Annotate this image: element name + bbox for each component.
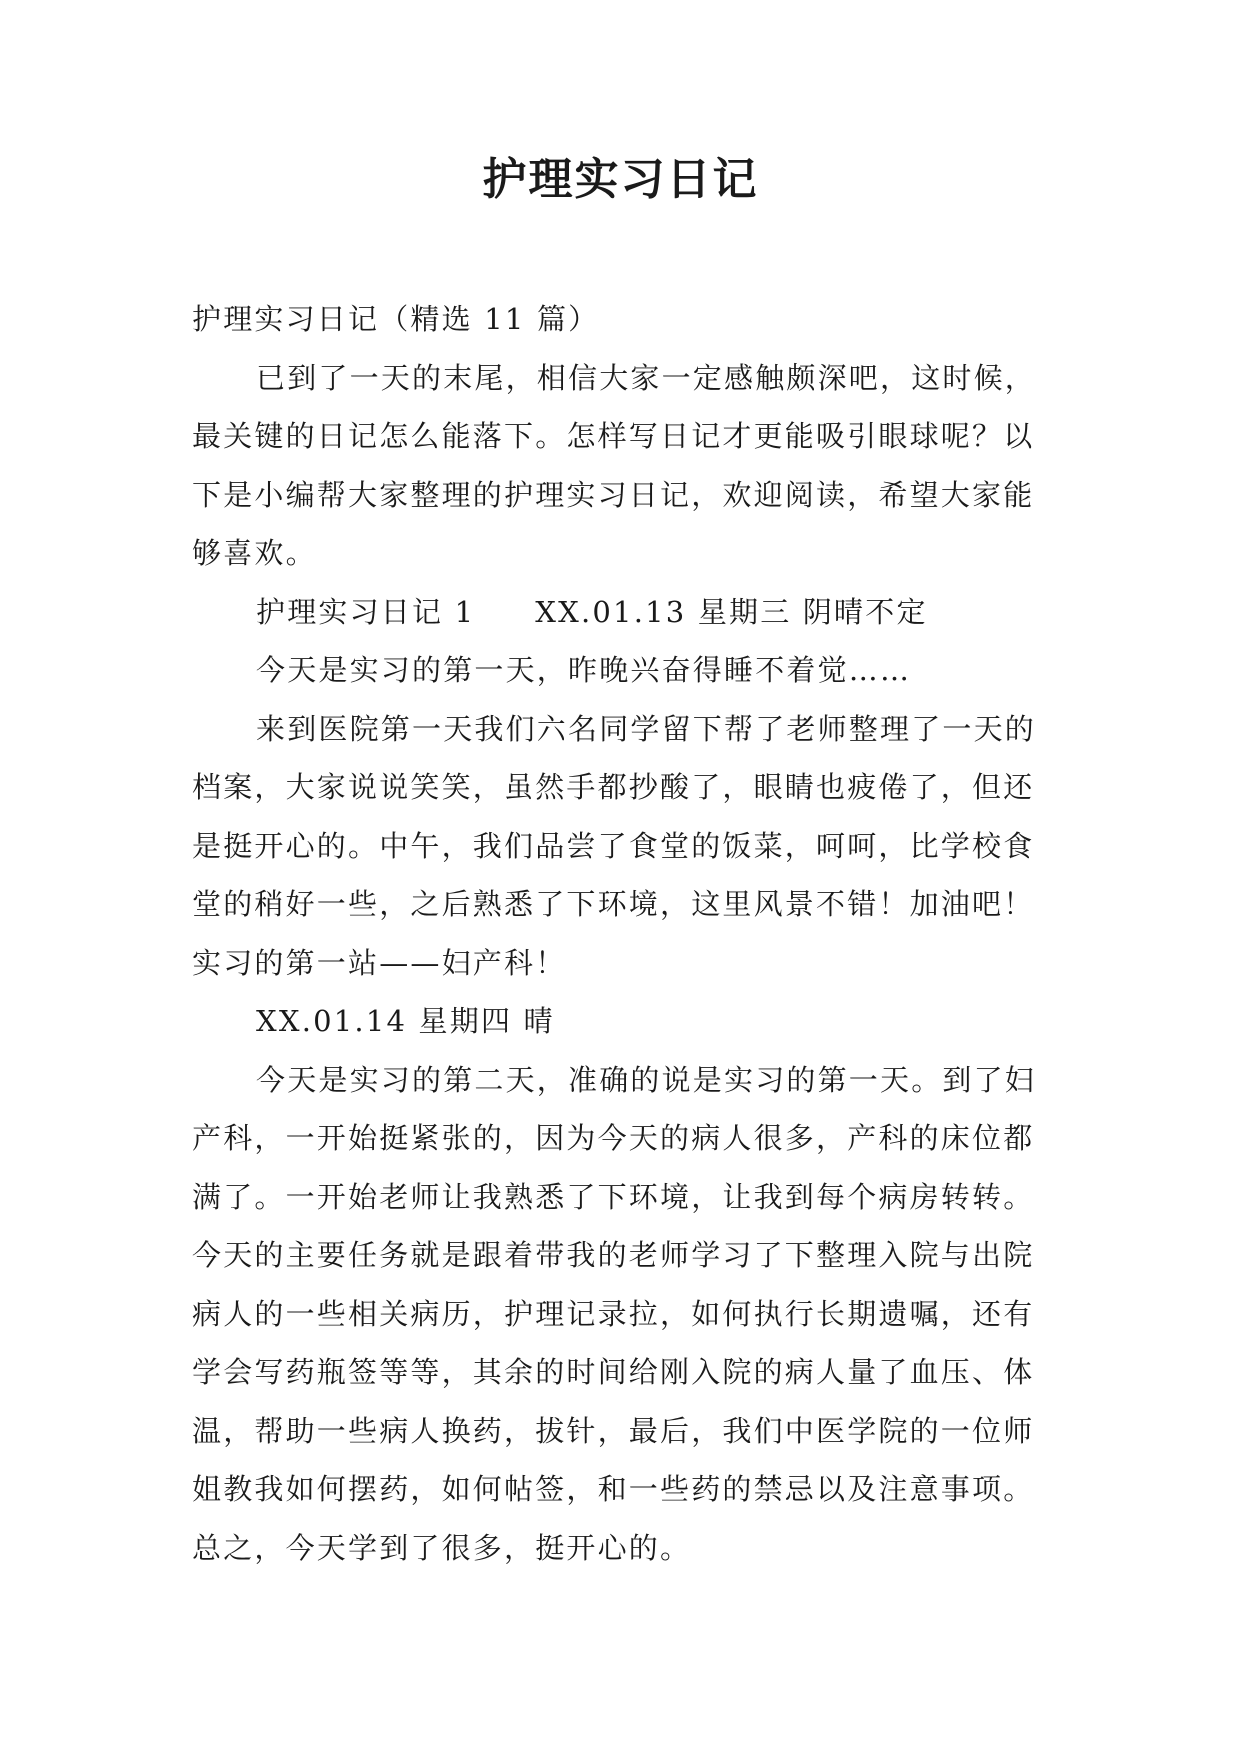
entry-1-heading-line xyxy=(192,583,1052,642)
entry-1-opening-line: 今天是实习的第一天，昨晚兴奋得睡不着觉…… xyxy=(256,653,912,687)
document-subtitle: 护理实习日记（精选 11 篇） xyxy=(192,302,600,336)
intro-paragraph: 已到了一天的末尾，相信大家一定感触颇深吧，这时候，最关键的日记怎么能落下。怎样写日记才更能吸引眼球呢？以下是小编帮大家整理的护理实习日记，欢迎阅读，希望大家能够喜欢。 xyxy=(192,360,1037,570)
entry-2-paragraph: 今天是实习的第二天，准确的说是实习的第一天。到了妇产科，一开始挺紧张的，因为今天的病人很多，产科的床位都满了。一开始老师让我熟悉了下环境，让我到每个病房转转。今天的主要任务就是跟着带我的老师学习了下整理入院与出院病人的一些相关病历，护理记录拉，如何执行长期遗嘱，还有学会写药瓶签等等，其余的时间给刚入院的病人量了血压、体温，帮助一些病人换药，拔针，最后，我们中医学院的一位师姐教我如何摆药，如何帖签，和一些药的禁忌以及注意事项。总之，今天学到了很多，挺开心的。 xyxy=(192,1062,1037,1565)
entry-1-date: XX.01.13 星期三 阴晴不定 xyxy=(535,594,928,629)
entry-2-date: XX.01.14 星期四 晴 xyxy=(256,1004,555,1038)
document-title: 护理实习日记 xyxy=(482,154,759,205)
document-body xyxy=(192,290,1052,1577)
entry-1-heading: 护理实习日记 1 xyxy=(256,594,476,629)
entry-1-paragraph: 来到医院第一天我们六名同学留下帮了老师整理了一天的档案，大家说说笑笑，虽然手都抄酸了，眼睛也疲倦了，但还是挺开心的。中午，我们品尝了食堂的饭菜，呵呵，比学校食堂的稍好一些，之后熟悉了下环境，这里风景不错！加油吧！实习的第一站——妇产科！ xyxy=(192,711,1037,980)
